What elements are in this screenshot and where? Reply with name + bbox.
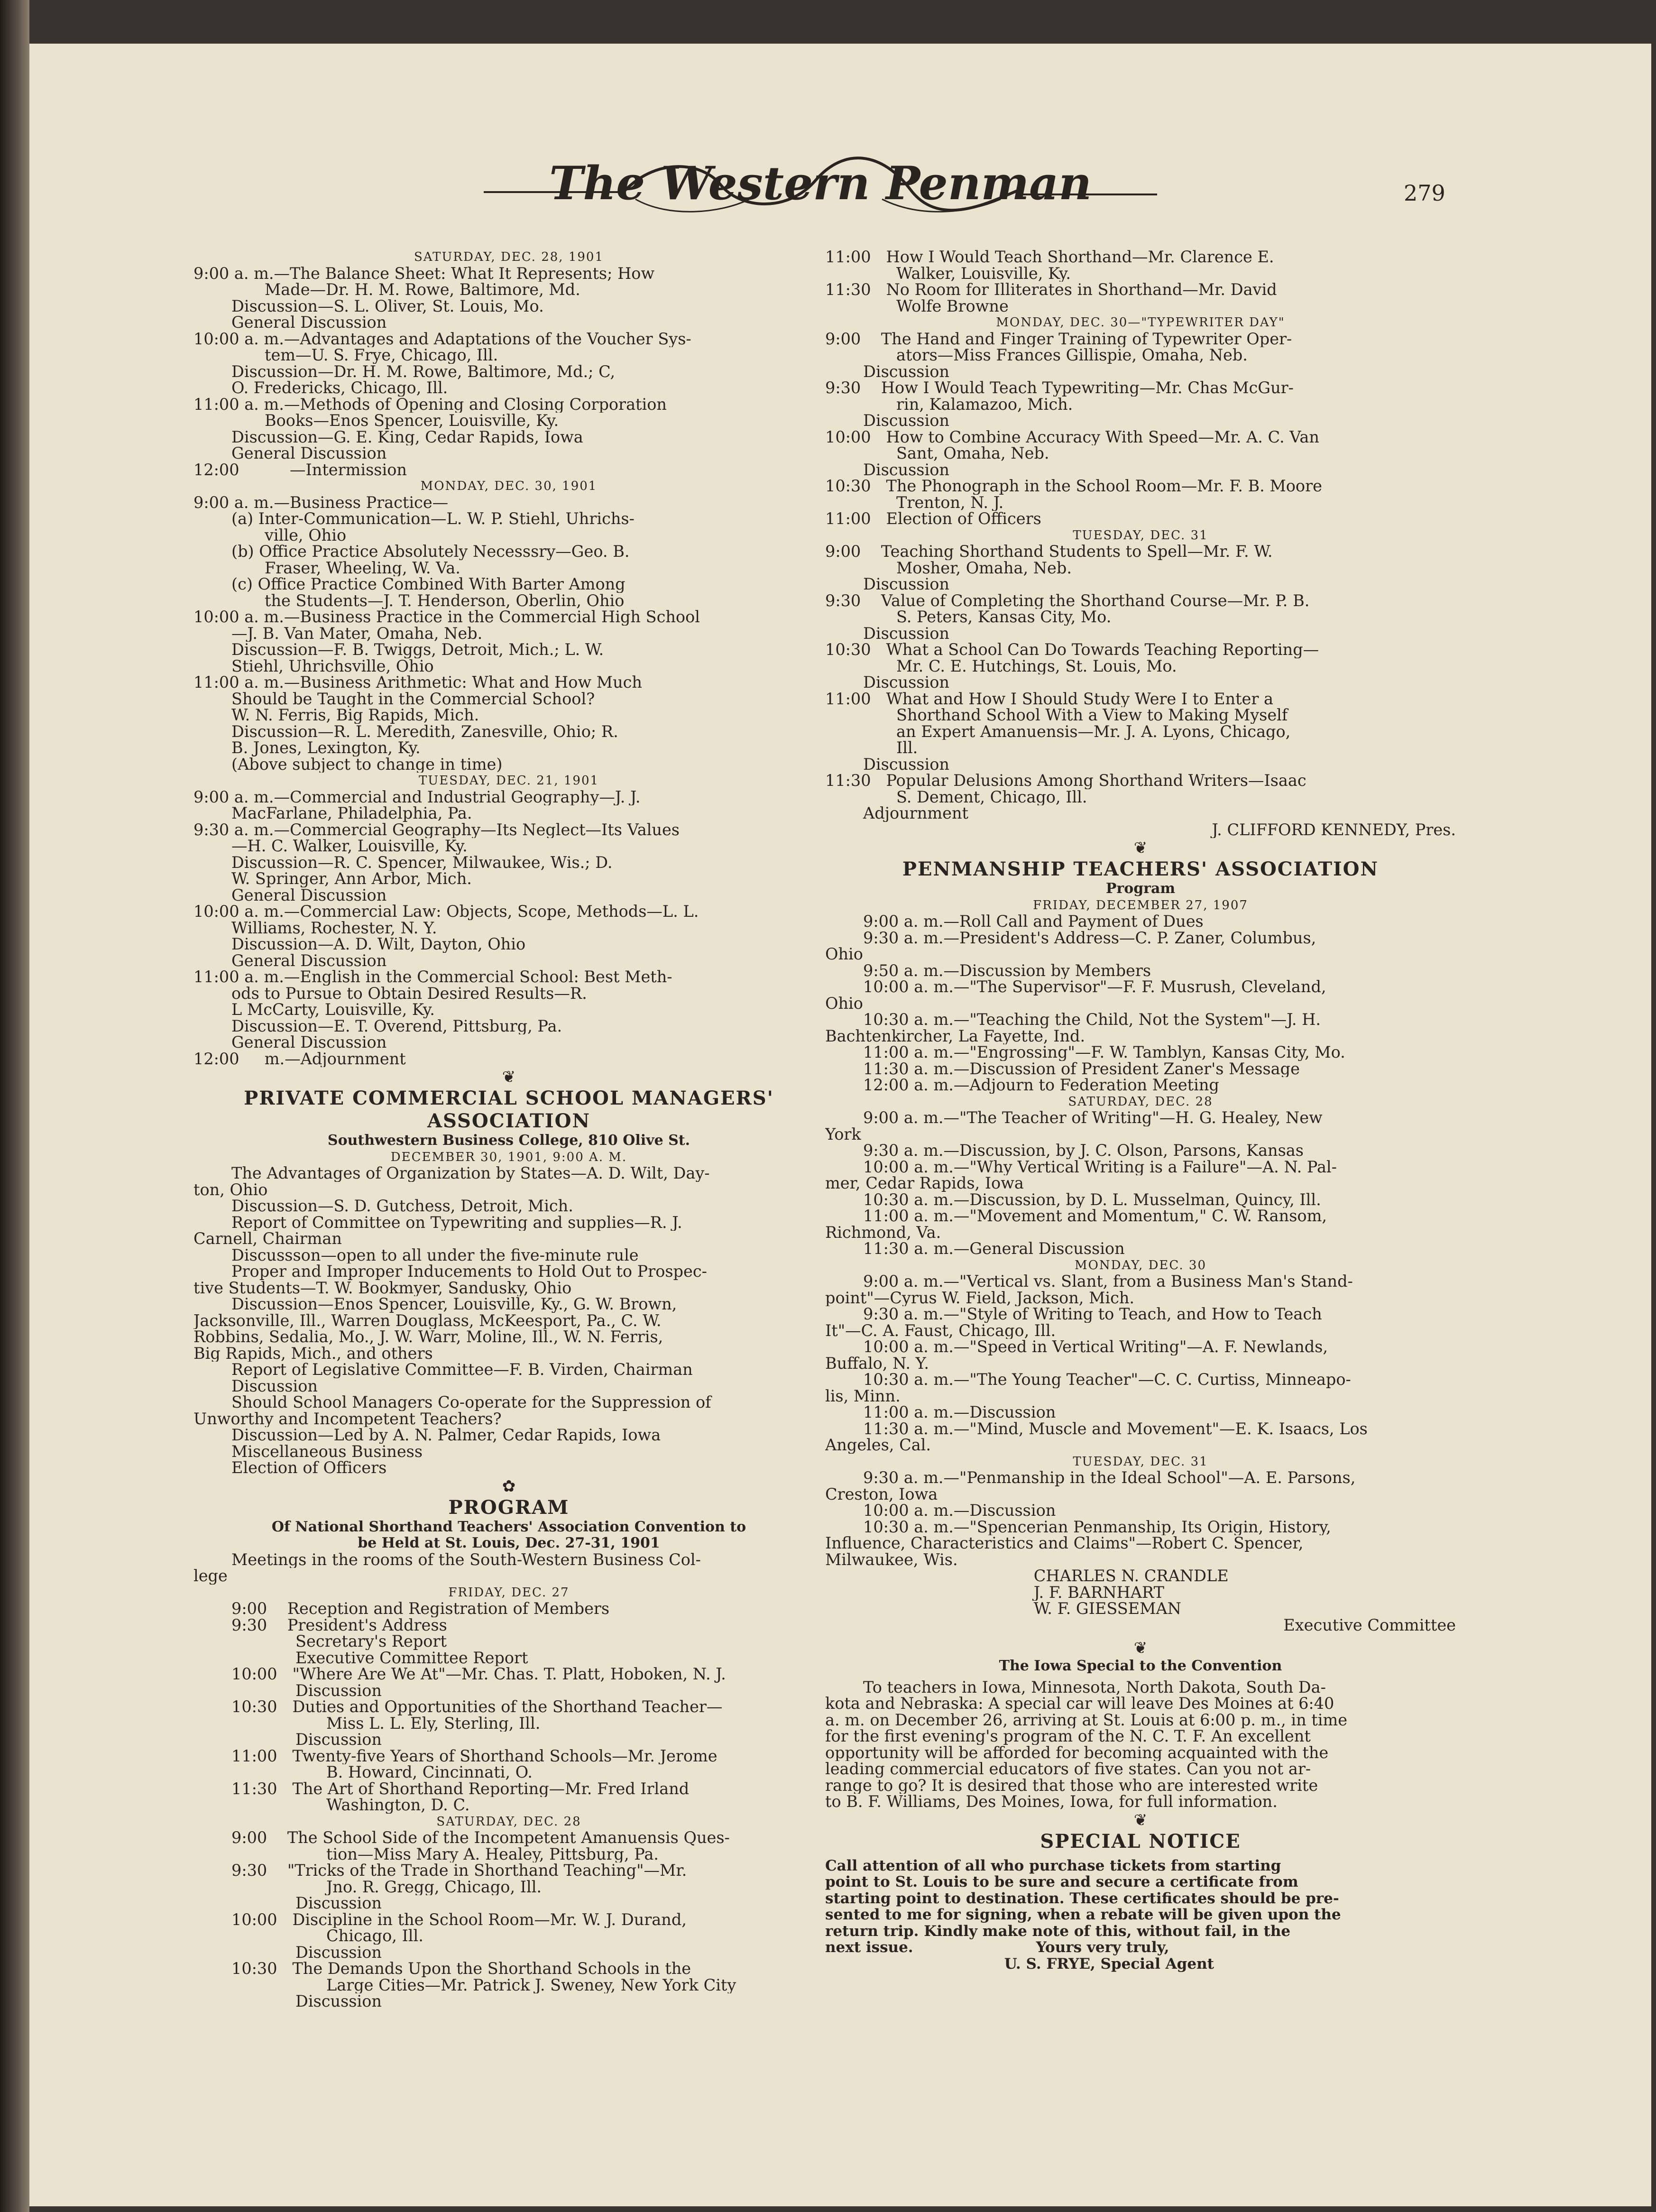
text-line: a. m. on December 26, arriving at St. Louis at 6:00 p. m., in time (825, 1712, 1348, 1728)
text-line: Should be Taught in the Commercial School? (231, 691, 595, 707)
text-line: Call attention of all who purchase tickets from starting (825, 1857, 1281, 1874)
text-line: 10:00 "Where Are We At"—Mr. Chas. T. Platt, Hoboken, N. J. (231, 1666, 726, 1683)
text-line: J. CLIFFORD KENNEDY, Pres. (1212, 821, 1456, 838)
text-line: Discussion—R. L. Meredith, Zanesville, Ohio; R. (231, 723, 618, 740)
date-heading: TUESDAY, DEC. 21, 1901 (418, 774, 599, 788)
text-line: mer, Cedar Rapids, Iowa (825, 1175, 1024, 1192)
text-line: Discussion—Enos Spencer, Louisville, Ky., G. W. Brown, (231, 1296, 677, 1313)
text-line: 9:30 President's Address (231, 1617, 447, 1633)
text-line: 10:00 How to Combine Accuracy With Speed—Mr. A. C. Van (825, 429, 1319, 445)
text-line: W. Springer, Ann Arbor, Mich. (231, 871, 472, 887)
text-line: Chicago, Ill. (326, 1928, 423, 1945)
text-line: 10:30 a. m.—"The Young Teacher"—C. C. Curtiss, Minneapo- (863, 1372, 1351, 1388)
text-line: 12:00 a. m.—Adjourn to Federation Meeting (863, 1077, 1219, 1094)
text-line: Discussion (863, 413, 949, 429)
date-heading: FRIDAY, DEC. 27 (448, 1585, 570, 1600)
text-line: Jno. R. Gregg, Chicago, Ill. (326, 1879, 542, 1895)
text-line: to B. F. Williams, Des Moines, Iowa, for full information. (825, 1794, 1278, 1810)
text-line: tem—U. S. Frye, Chicago, Ill. (265, 347, 498, 364)
text-line: opportunity will be afforded for becoming acquainted with the (825, 1744, 1329, 1761)
text-line: lege (193, 1568, 228, 1585)
text-line: 9:30 a. m.—Commercial Geography—Its Neglect—Its Values (193, 821, 680, 838)
text-line: S. Peters, Kansas City, Mo. (896, 609, 1112, 626)
section-heading: PROGRAM (448, 1496, 570, 1519)
left-column (193, 249, 824, 2010)
text-line: 9:00 a. m.—The Balance Sheet: What It Represents; How (193, 265, 655, 282)
text-line: General Discussion (231, 887, 387, 903)
text-line: Robbins, Sedalia, Mo., J. W. Warr, Moline, Ill., W. N. Ferris, (193, 1329, 663, 1346)
text-line: Ill. (896, 740, 918, 756)
text-line: Miss L. L. Ely, Sterling, Ill. (326, 1715, 541, 1732)
text-line: The Advantages of Organization by States—A. D. Wilt, Day- (231, 1165, 710, 1182)
section-heading: PENMANSHIP TEACHERS' ASSOCIATION (902, 858, 1379, 880)
text-line: the Students—J. T. Henderson, Oberlin, Ohio (265, 592, 625, 609)
text-line: —H. C. Walker, Louisville, Ky. (231, 838, 468, 855)
text-line: Carnell, Chairman (193, 1231, 342, 1247)
text-line: Buffalo, N. Y. (825, 1355, 929, 1372)
text-line: Discussion (295, 1682, 382, 1699)
text-line: S. Dement, Chicago, Ill. (896, 789, 1087, 805)
text-line: (a) Inter-Communication—L. W. P. Stiehl, Uhrichs- (231, 511, 635, 527)
text-line: L McCarty, Louisville, Ky. (231, 1002, 435, 1018)
text-line: Of National Shorthand Teachers' Association Convention to (271, 1519, 746, 1535)
text-line: 11:00 a. m.—Business Arithmetic: What and How Much (193, 674, 642, 691)
text-line: Discussion (295, 1993, 382, 2010)
text-line: 10:00 a. m.—Business Practice in the Commercial High School (193, 609, 700, 626)
text-line: Discussion—S. D. Gutchess, Detroit, Mich. (231, 1198, 573, 1215)
text-line: Adjournment (863, 805, 968, 822)
text-line: Jacksonville, Ill., Warren Douglass, McKeesport, Pa., C. W. (193, 1312, 662, 1329)
ornament-icon: ❦ (1133, 1810, 1148, 1830)
text-line: 11:30 a. m.—General Discussion (863, 1241, 1125, 1257)
date-heading: SATURDAY, DEC. 28 (1068, 1094, 1213, 1109)
text-line: Discussion—A. D. Wilt, Dayton, Ohio (231, 936, 526, 953)
right-column (825, 249, 1456, 1972)
masthead (455, 128, 1186, 242)
section-heading: SPECIAL NOTICE (1040, 1830, 1241, 1853)
text-line: 9:50 a. m.—Discussion by Members (863, 962, 1151, 979)
text-line: Southwestern Business College, 810 Olive St. (327, 1133, 690, 1149)
text-line: B. Howard, Cincinnati, O. (326, 1764, 533, 1781)
text-line: Discussion—R. C. Spencer, Milwaukee, Wis.; D. (231, 854, 613, 871)
text-line: ton, Ohio (193, 1181, 268, 1198)
date-heading: MONDAY, DEC. 30—"TYPEWRITER DAY" (996, 315, 1285, 330)
text-line: Discussion (231, 1378, 318, 1394)
text-line: 9:30 "Tricks of the Trade in Shorthand Teaching"—Mr. (231, 1862, 687, 1879)
text-line: Election of Officers (231, 1460, 387, 1476)
text-line: ville, Ohio (265, 527, 347, 544)
text-line: an Expert Amanuensis—Mr. J. A. Lyons, Chicago, (896, 723, 1291, 740)
text-line: 10:30 a. m.—"Spencerian Penmanship, Its Origin, History, (863, 1519, 1331, 1535)
text-line: Executive Committee (1283, 1617, 1456, 1633)
text-line: Influence, Characteristics and Claims"—Robert C. Spencer, (825, 1535, 1304, 1552)
section-heading: PRIVATE COMMERCIAL SCHOOL MANAGERS' (244, 1087, 774, 1109)
text-line: Discussion—S. L. Oliver, St. Louis, Mo. (231, 298, 544, 314)
text-line: Walker, Louisville, Ky. (896, 265, 1071, 282)
text-line: Richmond, Va. (825, 1224, 941, 1241)
text-line: 10:00 a. m.—Commercial Law: Objects, Scope, Methods—L. L. (193, 903, 699, 920)
text-line: Discussion (863, 756, 949, 773)
text-line: (c) Office Practice Combined With Barter Among (231, 576, 626, 593)
text-line: Washington, D. C. (326, 1797, 470, 1814)
text-line: —J. B. Van Mater, Omaha, Neb. (231, 625, 483, 642)
text-line: MacFarlane, Philadelphia, Pa. (231, 805, 472, 822)
text-line: 9:00 Reception and Registration of Members (231, 1601, 610, 1617)
ornament-icon: ✿ (502, 1476, 516, 1496)
ornament-icon: ❦ (1133, 1639, 1148, 1658)
text-line: 10:00 a. m.—Advantages and Adaptations of the Voucher Sys- (193, 331, 691, 347)
text-line: 11:00 How I Would Teach Shorthand—Mr. Clarence E. (825, 249, 1274, 266)
text-line: Discussion (295, 1895, 382, 1912)
text-line (825, 1853, 1456, 1858)
text-line: next issue. Yours very truly, (825, 1939, 1169, 1956)
text-line: Unworthy and Incompetent Teachers? (193, 1410, 502, 1427)
text-line (825, 1633, 1456, 1638)
text-line: 11:30 Popular Delusions Among Shorthand Writers—Isaac (825, 773, 1306, 789)
text-line: Books—Enos Spencer, Louisville, Ky. (265, 413, 559, 429)
text-line: 11:00 a. m.—English in the Commercial School: Best Meth- (193, 969, 672, 986)
text-line: for the first evening's program of the N. C. T. F. An excellent (825, 1728, 1311, 1745)
text-line: B. Jones, Lexington, Ky. (231, 740, 421, 756)
text-line: Shorthand School With a View to Making Myself (896, 707, 1288, 724)
text-line: Proper and Improper Inducements to Hold Out to Prospec- (231, 1263, 707, 1280)
text-line: 10:30 Duties and Opportunities of the Shorthand Teacher— (231, 1699, 723, 1715)
date-heading: TUESDAY, DEC. 31 (1073, 1454, 1208, 1469)
text-line: Meetings in the rooms of the South-Western Business Col- (231, 1551, 701, 1568)
text-line: General Discussion (231, 1034, 387, 1051)
text-line: (b) Office Practice Absolutely Necesssry—Geo. B. (231, 544, 630, 560)
text-line: 11:00 What and How I Should Study Were I to Enter a (825, 691, 1274, 707)
text-line: 9:30 Value of Completing the Shorthand Course—Mr. P. B. (825, 592, 1310, 609)
text-line: 9:30 How I Would Teach Typewriting—Mr. Chas McGur- (825, 380, 1294, 396)
text-line: 12:00 —Intermission (193, 461, 407, 478)
date-heading: MONDAY, DEC. 30, 1901 (420, 479, 598, 493)
text-line: kota and Nebraska: A special car will leave Des Moines at 6:40 (825, 1696, 1334, 1712)
text-line: 10:00 a. m.—"Why Vertical Writing is a Failure"—A. N. Pal- (863, 1159, 1337, 1175)
text-line: Made—Dr. H. M. Rowe, Baltimore, Md. (265, 282, 580, 298)
text-line: Trenton, N. J. (896, 494, 1004, 511)
text-line: Bachtenkircher, La Fayette, Ind. (825, 1028, 1086, 1044)
text-line: Executive Committee Report (295, 1650, 528, 1666)
text-line: 11:00 a. m.—"Movement and Momentum," C. W. Ransom, (863, 1208, 1327, 1225)
date-heading: FRIDAY, DECEMBER 27, 1907 (1033, 898, 1248, 912)
text-line: point"—Cyrus W. Field, Jackson, Mich. (825, 1290, 1135, 1306)
date-heading: DECEMBER 30, 1901, 9:00 A. M. (390, 1150, 627, 1164)
text-line: 11:00 a. m.—Methods of Opening and Closing Corporation (193, 396, 667, 413)
text-line: Discussion—Dr. H. M. Rowe, Baltimore, Md.; C, (231, 363, 616, 380)
text-line: Discussion (863, 461, 949, 478)
text-line: 9:00 a. m.—"Vertical vs. Slant, from a Business Man's Stand- (863, 1273, 1353, 1290)
text-line: Big Rapids, Mich., and others (193, 1345, 433, 1362)
text-line: Fraser, Wheeling, W. Va. (265, 560, 460, 576)
text-line: 11:00 a. m.—Discussion (863, 1404, 1056, 1421)
text-line: be Held at St. Louis, Dec. 27-31, 1901 (358, 1535, 660, 1551)
text-line: 11:00 Twenty-five Years of Shorthand Schools—Mr. Jerome (231, 1748, 718, 1764)
text-line: Sant, Omaha, Neb. (896, 445, 1049, 462)
text-line: Stiehl, Uhrichsville, Ohio (231, 658, 434, 674)
text-line: lis, Minn. (825, 1388, 901, 1404)
masthead-title: The Western Penman (549, 157, 1092, 210)
text-line: starting point to destination. These certificates should be pre- (825, 1890, 1339, 1907)
text-line: 9:00 a. m.—"The Teacher of Writing"—H. G. Healey, New (863, 1110, 1323, 1126)
text-line: Angeles, Cal. (825, 1437, 931, 1454)
date-heading: MONDAY, DEC. 30 (1074, 1258, 1206, 1272)
text-line: Milwaukee, Wis. (825, 1551, 958, 1568)
text-line: 10:00 a. m.—"Speed in Vertical Writing"—A. F. Newlands, (863, 1339, 1328, 1355)
text-line: (Above subject to change in time) (231, 756, 503, 773)
text-line (825, 1675, 1456, 1679)
text-line: tion—Miss Mary A. Healey, Pittsburg, Pa. (326, 1846, 659, 1862)
text-line: 11:30 a. m.—"Mind, Muscle and Movement"—E. K. Isaacs, Los (863, 1420, 1368, 1437)
text-line: 11:30 a. m.—Discussion of President Zaner's Message (863, 1060, 1300, 1077)
text-line: Should School Managers Co-operate for the Suppression of (231, 1394, 711, 1411)
ornament-icon: ❦ (502, 1068, 516, 1087)
text-line: Discussion—G. E. King, Cedar Rapids, Iowa (231, 429, 583, 445)
text-line: 11:00 Election of Officers (825, 511, 1041, 527)
text-line: 10:00 a. m.—Discussion (863, 1502, 1056, 1519)
text-line: 10:00 a. m.—"The Supervisor"—F. F. Musrush, Cleveland, (863, 979, 1326, 995)
text-line: 10:30 The Demands Upon the Shorthand Schools in the (231, 1961, 691, 1977)
text-line: 10:30 a. m.—"Teaching the Child, Not the System"—J. H. (863, 1012, 1321, 1028)
text-line: Mosher, Omaha, Neb. (896, 560, 1072, 576)
text-line: 9:30 a. m.—"Penmanship in the Ideal School"—A. E. Parsons, (863, 1470, 1356, 1486)
text-line: The Iowa Special to the Convention (999, 1658, 1282, 1674)
text-line: ators—Miss Frances Gillispie, Omaha, Neb. (896, 347, 1248, 364)
text-line: O. Fredericks, Chicago, Ill. (231, 380, 448, 396)
text-line: leading commercial educators of five states. Can you not ar- (825, 1761, 1311, 1778)
text-line: Ohio (825, 946, 863, 963)
text-line: 11:30 The Art of Shorthand Reporting—Mr. Fred Irland (231, 1780, 690, 1797)
text-line: Discussion (295, 1732, 382, 1748)
text-line: Program (1105, 881, 1176, 897)
text-line: U. S. FRYE, Special Agent (825, 1955, 1214, 1972)
text-line: 9:00 a. m.—Commercial and Industrial Geography—J. J. (193, 789, 641, 805)
text-line: Report of Committee on Typewriting and supplies—R. J. (231, 1214, 682, 1231)
text-line: 9:00 The School Side of the Incompetent Amanuensis Ques- (231, 1830, 730, 1846)
text-line: 10:30 What a School Can Do Towards Teaching Reporting— (825, 642, 1319, 658)
text-line: 10:30 The Phonograph in the School Room—Mr. F. B. Moore (825, 478, 1322, 495)
text-line: return trip. Kindly make note of this, without fail, in the (825, 1923, 1291, 1939)
text-line: 9:30 a. m.—"Style of Writing to Teach, and How to Teach (863, 1306, 1322, 1323)
text-line: 9:00 a. m.—Business Practice— (193, 494, 449, 511)
text-line: Discussion (295, 1944, 382, 1961)
text-line: Discussion—Led by A. N. Palmer, Cedar Rapids, Iowa (231, 1427, 661, 1444)
text-line: Williams, Rochester, N. Y. (231, 920, 437, 936)
text-line: W. N. Ferris, Big Rapids, Mich. (231, 707, 479, 724)
ornament-icon: ❦ (1133, 839, 1148, 857)
book-spine (0, 0, 29, 2212)
text-line: 9:00 The Hand and Finger Training of Typewriter Oper- (825, 331, 1292, 347)
text-line: Report of Legislative Committee—F. B. Virden, Chairman (231, 1362, 693, 1378)
text-line: Ohio (825, 995, 863, 1012)
text-line: 10:00 Discipline in the School Room—Mr. W. J. Durand, (231, 1911, 687, 1928)
text-line: W. F. GIESSEMAN (958, 1601, 1181, 1617)
text-line: Creston, Iowa (825, 1486, 938, 1502)
text-line: 12:00 m.—Adjournment (193, 1051, 406, 1067)
text-line: 9:00 Teaching Shorthand Students to Spell—Mr. F. W. (825, 544, 1273, 560)
text-line: Discussion (863, 576, 949, 593)
text-line: range to go? It is desired that those who are interested write (825, 1777, 1318, 1794)
text-line: CHARLES N. CRANDLE (958, 1568, 1229, 1585)
text-line: Secretary's Report (295, 1633, 447, 1650)
date-heading: TUESDAY, DEC. 31 (1073, 528, 1208, 543)
text-line: General Discussion (231, 445, 387, 462)
date-heading: SATURDAY, DEC. 28, 1901 (414, 250, 604, 264)
text-line: York (825, 1126, 861, 1143)
text-line: Discussion (863, 625, 949, 642)
text-line: Discussion—F. B. Twiggs, Detroit, Mich.; L. W. (231, 642, 604, 658)
text-line: Discussson—open to all under the five-minute rule (231, 1247, 639, 1263)
text-line: Large Cities—Mr. Patrick J. Sweney, New York City (326, 1977, 736, 1993)
date-heading: SATURDAY, DEC. 28 (436, 1814, 581, 1829)
text-line: 10:30 a. m.—Discussion, by D. L. Musselman, Quincy, Ill. (863, 1191, 1321, 1208)
text-line: tive Students—T. W. Bookmyer, Sandusky, Ohio (193, 1280, 572, 1296)
text-line: Wolfe Browne (896, 298, 1009, 314)
text-line: General Discussion (231, 952, 387, 969)
text-line: ods to Pursue to Obtain Desired Results—R. (231, 985, 587, 1002)
text-line: Discussion—E. T. Overend, Pittsburg, Pa. (231, 1018, 562, 1034)
text-line: 9:00 a. m.—Roll Call and Payment of Dues (863, 913, 1204, 930)
text-line: Discussion (863, 363, 949, 380)
text-line: sented to me for signing, when a rebate will be given upon the (825, 1907, 1341, 1923)
text-line: Discussion (863, 674, 949, 691)
text-line: J. F. BARNHART (958, 1584, 1164, 1601)
text-line: Miscellaneous Business (231, 1443, 423, 1460)
text-line: 11:00 a. m.—"Engrossing"—F. W. Tamblyn, Kansas City, Mo. (863, 1044, 1345, 1061)
text-line: General Discussion (231, 314, 387, 331)
text-line: Mr. C. E. Hutchings, St. Louis, Mo. (896, 658, 1177, 674)
text-line: 9:30 a. m.—Discussion, by J. C. Olson, Parsons, Kansas (863, 1143, 1304, 1159)
text-line: rin, Kalamazoo, Mich. (896, 396, 1073, 413)
text-line: 11:30 No Room for Illiterates in Shorthand—Mr. David (825, 282, 1277, 298)
text-line: point to St. Louis to be sure and secure a certificate from (825, 1874, 1298, 1890)
text-line: It"—C. A. Faust, Chicago, Ill. (825, 1322, 1056, 1339)
section-heading: ASSOCIATION (427, 1110, 591, 1132)
text-line: To teachers in Iowa, Minnesota, North Dakota, South Da- (863, 1679, 1326, 1696)
text-line: 9:30 a. m.—President's Address—C. P. Zaner, Columbus, (863, 930, 1316, 946)
page-number: 279 (1404, 180, 1445, 206)
